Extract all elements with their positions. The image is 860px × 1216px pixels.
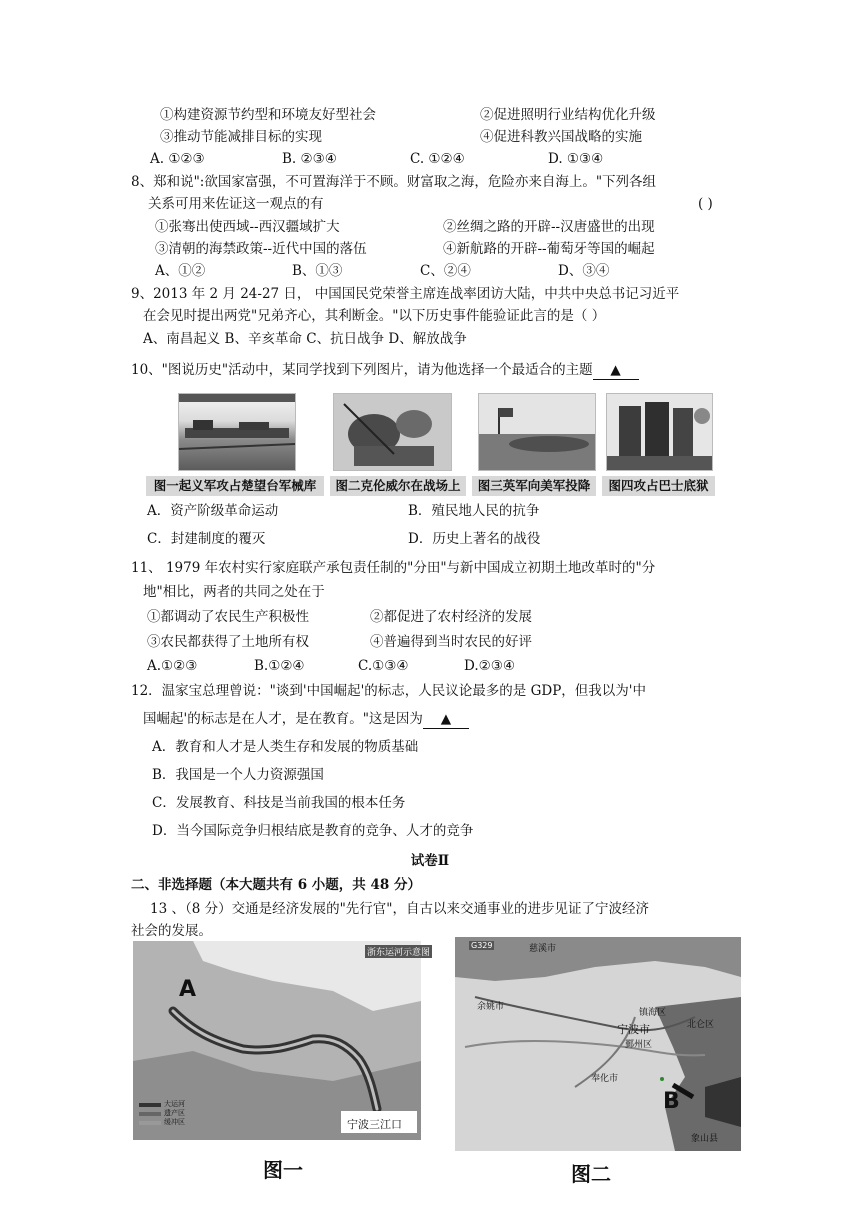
q10-stem-text: 10、"图说历史"活动中，某同学找到下列图片，请为他选择一个最适合的主题 [131, 362, 593, 378]
photo-caption-4: 图四攻占巴士底狱 [602, 476, 715, 496]
q13-stem-line1: 13 、（8 分）交通是经济发展的"先行官"，自古以来交通事业的进步见证了宁波经济 [150, 901, 650, 917]
photo-caption-3: 图三英军向美军投降 [472, 476, 596, 496]
map2-label-beilun: 北仑区 [687, 1020, 715, 1030]
q12-stem-line1: 12．温家宝总理曾说："谈到'中国崛起'的标志，人民议论最多的是 GDP，但我以为'中 [131, 683, 647, 699]
map-ningbo-region-drawing [455, 937, 741, 1151]
q11-option-3: ③农民都获得了土地所有权 [147, 634, 309, 650]
q11-choice-b: B.①②④ [254, 658, 305, 674]
q12-stem-line2-text: 国崛起'的标志是在人才，是在教育。"这是因为 [143, 711, 423, 727]
q9-stem-line1: 9、2013 年 2 月 24-27 日， 中国国民党荣誉主席连战率团访大陆，中共中央总书记习近平 [131, 286, 680, 302]
q8-choice-d: D、③④ [558, 263, 610, 279]
q7-option-4: ④促进科教兴国战略的实施 [480, 129, 642, 145]
q7-option-1: ①构建资源节约型和环境友好型社会 [160, 107, 376, 123]
q12-stem-line2 [143, 710, 469, 729]
map2-label-yinzhou: 鄞州区 [625, 1040, 653, 1050]
map1-legend-buffer: 缓冲区 [164, 1118, 185, 1126]
q10-choice-b: B．殖民地人民的抗争 [408, 503, 540, 519]
q11-choice-c: C.①③④ [358, 658, 409, 674]
map-ningbo-region [455, 937, 741, 1151]
map1-marker-a: A [179, 977, 197, 1002]
map2-label-yuyao: 余姚市 [477, 1002, 505, 1012]
q7-choice-a: A. ①②③ [150, 151, 205, 167]
map2-label-cixi: 慈溪市 [529, 944, 557, 954]
q7-choice-d: D. ①③④ [548, 151, 604, 167]
q9-stem-line2: 在会见时提出两党"兄弟齐心，其利断金。"以下历史事件能验证此言的是（ ） [143, 308, 606, 324]
q11-option-2: ②都促进了农村经济的发展 [370, 609, 532, 625]
q11-option-4: ④普遍得到当时农民的好评 [370, 634, 532, 650]
q12-choice-a: A．教育和人才是人类生存和发展的物质基础 [152, 739, 419, 755]
paper-title: 试卷Ⅱ [410, 853, 450, 869]
q11-option-1: ①都调动了农民生产积极性 [147, 609, 309, 625]
map1-legend-heritage: 遗产区 [164, 1109, 185, 1117]
map2-label-fenghua: 奉化市 [591, 1074, 619, 1084]
q10-stem [131, 361, 639, 380]
q10-choice-d: D．历史上著名的战役 [408, 531, 541, 547]
map2-marker-b: B [663, 1089, 680, 1114]
q10-choice-c: C．封建制度的覆灭 [147, 531, 266, 547]
photo-british-surrender [478, 393, 596, 471]
q11-choice-a: A.①②③ [147, 658, 198, 674]
q8-option-1: ①张骞出使西域--西汉疆域扩大 [155, 219, 340, 235]
q11-stem-line2: 地"相比，两者的共同之处在于 [143, 584, 325, 600]
triangle-marker-icon: ▲ [610, 362, 621, 378]
q10-answer-blank [593, 361, 639, 380]
figure1-caption: 图一 [263, 1158, 303, 1182]
photo-caption-2: 图二克伦威尔在战场上 [330, 476, 466, 496]
q8-option-4: ④新航路的开辟--葡萄牙等国的崛起 [443, 241, 655, 257]
q8-option-3: ③清朝的海禁政策--近代中国的落伍 [155, 241, 367, 257]
q8-stem-line1: 8、郑和说":欲国家富强，不可置海洋于不顾。财富取之海，危险亦来自海上。"下列各组 [131, 174, 657, 190]
q10-choice-a: A．资产阶级革命运动 [147, 503, 279, 519]
triangle-marker-icon: ▲ [440, 711, 452, 727]
map2-label-ningbo: 宁波市 [617, 1023, 650, 1036]
q7-choice-b: B. ②③④ [282, 151, 337, 167]
photo-caption-1: 图一起义军攻占楚望台军械库 [146, 476, 324, 496]
q8-choice-b: B、①③ [292, 263, 343, 279]
photo-bastille-drawing [607, 394, 712, 470]
q8-choice-c: C、②④ [420, 263, 471, 279]
map-zhedong-canal [133, 941, 431, 1140]
map1-title: 浙东运河示意图 [365, 945, 432, 958]
photo-wuchang-uprising-drawing [179, 394, 295, 470]
photo-cromwell-battlefield [333, 393, 452, 471]
photo-surrender-drawing [479, 394, 595, 470]
q7-option-2: ②促进照明行业结构优化升级 [480, 107, 656, 123]
q7-choice-c: C. ①②④ [410, 151, 465, 167]
q11-choice-d: D.②③④ [464, 658, 515, 674]
q11-stem-line1: 11、 1979 年农村实行家庭联产承包责任制的"分田"与新中国成立初期土地改革时的"分 [131, 560, 656, 576]
figure2-caption: 图二 [571, 1162, 611, 1186]
photo-bastille-storming [606, 393, 713, 471]
q12-answer-blank [423, 710, 469, 729]
q12-choice-d: D．当今国际竞争归根结底是教育的竞争、人才的竞争 [152, 823, 474, 839]
q8-stem-line2: 关系可用来佐证这一观点的有 [148, 196, 324, 212]
q7-option-3: ③推动节能减排目标的实现 [160, 129, 322, 145]
map2-label-g329: G329 [471, 941, 493, 950]
map1-legend-canal: 大运河 [164, 1100, 185, 1108]
map2-label-xiangshan: 象山县 [691, 1134, 719, 1144]
photo-cromwell-drawing [334, 394, 451, 470]
q9-choices: A、南昌起义 B、辛亥革命 C、抗日战争 D、解放战争 [143, 331, 467, 347]
section-heading: 二、非选择题（本大题共有 6 小题，共 48 分） [131, 877, 421, 893]
q13-stem-line2: 社会的发展。 [131, 923, 212, 939]
q12-choice-b: B．我国是一个人力资源强国 [152, 767, 324, 783]
q8-choice-a: A、①② [155, 263, 206, 279]
map2-label-zhenhai: 镇海区 [639, 1008, 667, 1018]
map1-city-label: 宁波三江口 [347, 1118, 402, 1131]
photo-wuchang-uprising [178, 393, 296, 471]
q12-choice-c: C．发展教育、科技是当前我国的根本任务 [152, 795, 406, 811]
q8-answer-paren: ( ) [698, 196, 713, 212]
q8-option-2: ②丝绸之路的开辟--汉唐盛世的出现 [443, 219, 655, 235]
